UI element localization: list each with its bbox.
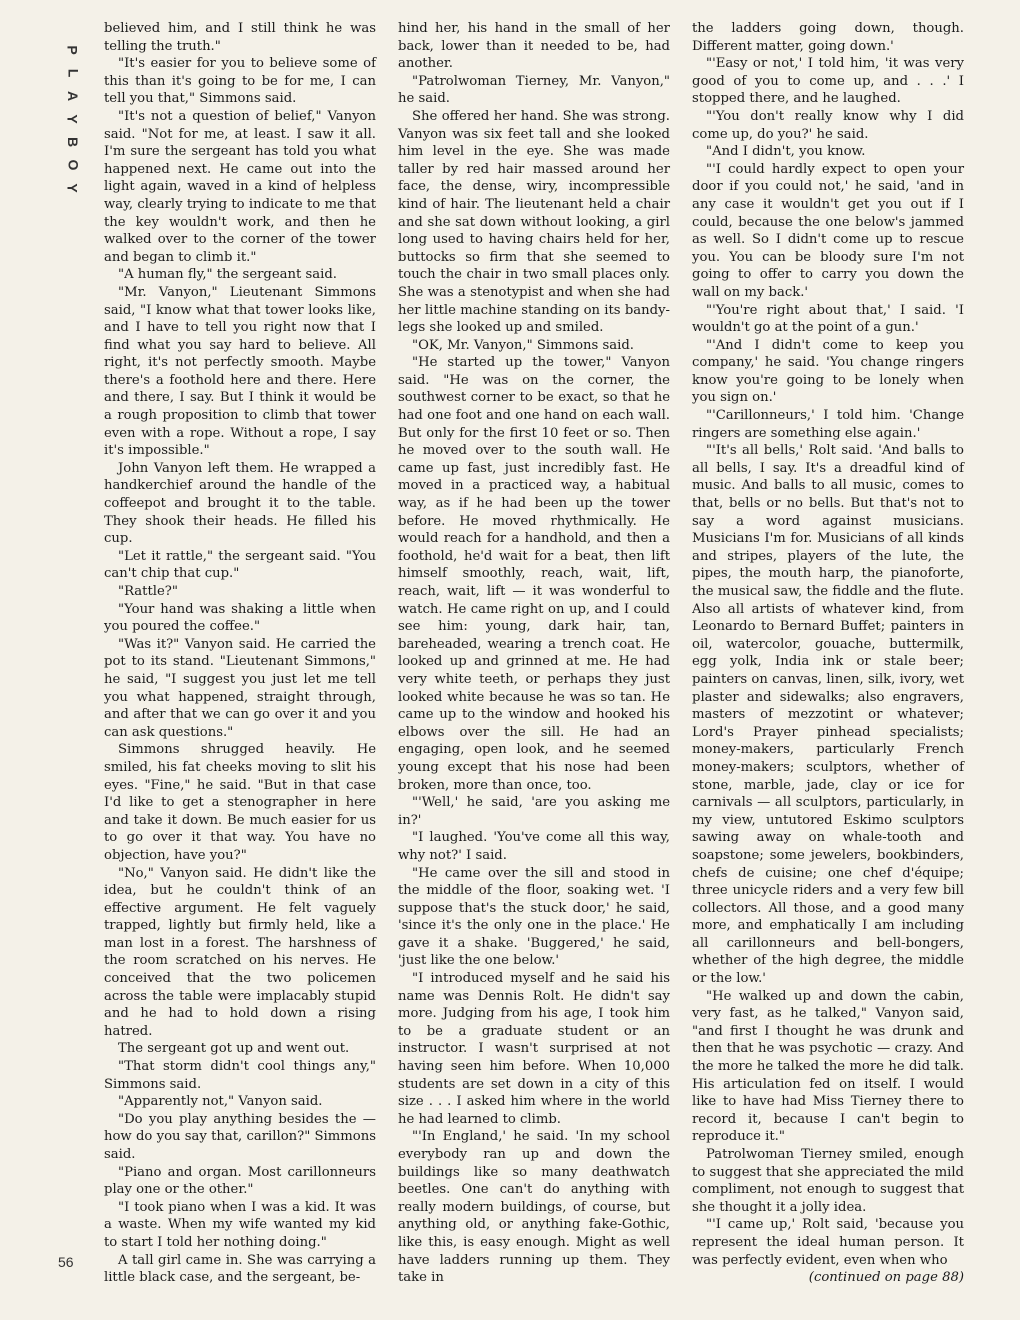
paragraph: "Mr. Vanyon," Lieutenant Simmons said, "I know what that tower looks like, and I have to tell you right now that I find what you say hard to believe. All right, it's not perfectly smooth. Maybe there's a foothold here and there. Here and there, I say. But I think it would be a rough proposition to climb that tower even with a rope. Without a rope, I say it's impossible.": [104, 284, 376, 459]
continued-note: (continued on page 88): [808, 1270, 964, 1286]
paragraph: "Do you play anything besides the — how do you say that, carillon?" Simmons said.: [104, 1111, 376, 1162]
paragraph: "It's not a question of belief," Vanyon said. "Not for me, at least. I saw it all. I'm sure the sergeant has told you what happened next. He came out into the light again, waved in a kind of helpless way, clearly trying to indicate to me that the key wouldn't work, and then he walked over to the corner of the tower and began to climb it.": [104, 108, 376, 265]
paragraph: "I introduced myself and he said his name was Dennis Rolt. He didn't say more. Judging from his age, I took him to be a graduate student or an instructor. I wasn't surprised at not having seen him before. When 10,000 students are set down in a city of this size . . . I asked him where in the world he had learned to climb.: [398, 971, 670, 1127]
paragraph: "'Well,' he said, 'are you asking me in?': [398, 795, 670, 828]
paragraph: "Was it?" Vanyon said. He carried the pot to its stand. "Lieutenant Simmons," he said, "I suggest you just let me tell you what happened, straight through, and after that we can go over it and you can ask questions.": [104, 636, 376, 740]
paragraph: "Your hand was shaking a little when you poured the coffee.": [104, 601, 376, 635]
page-number: 56: [58, 1254, 74, 1270]
magazine-brand-vertical: [62, 40, 84, 198]
paragraph: "Piano and organ. Most carillonneurs play one or the other.": [104, 1164, 376, 1198]
brand-letter: B: [65, 136, 81, 148]
paragraph: "'And I didn't come to keep you company,' he said. 'You change ringers know you're going to be lonely when you sign on.': [692, 337, 964, 406]
paragraph: "'I came up,' Rolt said, 'because you represent the ideal human person. It was perfectly evident, even when who: [692, 1217, 964, 1268]
text-column-1: [104, 20, 376, 1287]
paragraph: A tall girl came in. She was carrying a little black case, and the sergeant, be-: [104, 1252, 376, 1286]
brand-letter: P: [65, 45, 81, 55]
paragraph: The sergeant got up and went out.: [118, 1041, 350, 1057]
paragraph: "Patrolwoman Tierney, Mr. Vanyon," he said.: [398, 73, 670, 107]
paragraph: Patrolwoman Tierney smiled, enough to suggest that she appreciated the mild compliment, not enough to suggest that she thought it a jolly idea.: [692, 1147, 964, 1215]
paragraph: "That storm didn't cool things any," Simmons said.: [104, 1059, 376, 1092]
paragraph: "He started up the tower," Vanyon said. "He was on the corner, the southwest corner to be exact, so that he had one foot and one hand on each wall. But only for the first 10 feet or so. Then he moved over to the south wall. He came up fast, just incredibly fast. He moved in a practiced way, a habitual way, as if he had been up the tower before. He moved rhythmically. He would reach for a handhold, and then a foothold, he'd wait for a beat, then lift himself smoothly, reach, wait, lift, reach, wait, lift — it was wonderful to watch. He came right on up, and I could see him: young, dark hair, tan, bareheaded, wearing a trench coat. He looked up and grinned at me. He had very white teeth, or perhaps they just looked white because he was so tan. He came up to the window and hooked his elbows over the sill. He had an engaging, open look, and he seemed young except that his nose had been broken, more than once, too.: [398, 355, 670, 793]
paragraph: "Apparently not," Vanyon said.: [118, 1094, 323, 1110]
paragraph: "No," Vanyon said. He didn't like the idea, but he couldn't think of an effective argument. He felt vaguely trapped, lightly but firmly held, like a man lost in a forest. The harshness of the room scratched on his nerves. He conceived that the two policemen across the table were implacably stupid and he had to hold down a rising hatred.: [104, 865, 376, 1039]
paragraph: hind her, his hand in the small of her back, lower than it needed to be, had another.: [398, 21, 670, 72]
paragraph: "I took piano when I was a kid. It was a waste. When my wife wanted my kid to start I told her nothing doing.": [104, 1199, 376, 1250]
brand-letter: Y: [65, 183, 81, 193]
paragraph: "It's easier for you to believe some of this than it's going to be for me, I can tell you that," Simmons said.: [104, 56, 376, 107]
paragraph: "A human fly," the sergeant said.: [118, 267, 338, 283]
paragraph: John Vanyon left them. He wrapped a handkerchief around the handle of the coffeepot and brought it to the table. They shook their heads. He filled his cup.: [104, 460, 376, 547]
paragraph: "Let it rattle," the sergeant said. "You can't chip that cup.": [104, 548, 376, 582]
paragraph: Simmons shrugged heavily. He smiled, his fat cheeks moving to slit his eyes. "Fine," he said. "But in that case I'd like to get a stenographer in here and take it down. Be much easier for us to go over it that way. You have no objection, have you?": [104, 742, 376, 863]
paragraph: "'You don't really know why I did come up, do you?' he said.: [692, 108, 964, 142]
paragraph: "'Carillonneurs,' I told him. 'Change ringers are something else again.': [692, 408, 964, 441]
paragraph: She offered her hand. She was strong. Vanyon was six feet tall and she looked him level in the eye. She was made taller by red hair massed around her face, the dense, wiry, incompressible kind of hair. The lieutenant held a chair and she sat down without looking, a girl long used to having chairs held for her, buttocks so firm that she seemed to touch the chair in two small places only. She was a stenotypist and when she had her little machine standing on its bandy-legs she looked up and smiled.: [398, 108, 670, 336]
brand-letter: O: [64, 159, 81, 171]
paragraph: "'I could hardly expect to open your door if you could not,' he said, 'and in any case it wouldn't get you out if I could, because the one below's jammed as well. So I didn't come up to rescue you. You can be bloody sure I'm not going to offer to carry you down the wall on my back.': [692, 161, 964, 300]
paragraph: "He walked up and down the cabin, very fast, as he talked," Vanyon said, "and first I thought he was drunk and then that he was psychotic — crazy. And the more he talked the more he did talk. His articulation fed on itself. I would like to have had Miss Tierney there to record it, because I can't begin to reproduce it.": [692, 988, 964, 1145]
paragraph: believed him, and I still think he was telling the truth.": [104, 21, 376, 54]
brand-letter: L: [65, 68, 81, 78]
paragraph: the ladders going down, though. Different matter, going down.': [692, 21, 964, 54]
paragraph: "I laughed. 'You've come all this way, why not?' I said.: [398, 830, 670, 863]
text-column-3: [692, 20, 964, 1287]
paragraph: "'Easy or not,' I told him, 'it was very good of you to come up, and . . .' I stopped there, and he laughed.: [692, 56, 964, 107]
paragraph: "He came over the sill and stood in the middle of the floor, soaking wet. 'I suppose that's the stuck door,' he said, 'since it's the only one in the place.' He gave it a shake. 'Buggered,' he said, 'just like the one below.': [398, 865, 670, 969]
paragraph: "'You're right about that,' I said. 'I wouldn't go at the point of a gun.': [692, 302, 964, 336]
brand-letter: Y: [65, 114, 81, 124]
paragraph: "And I didn't, you know.: [706, 144, 866, 160]
paragraph: "Rattle?": [118, 584, 178, 599]
paragraph: "'It's all bells,' Rolt said. 'And balls to all bells, I say. It's a dreadful kind of music. And balls to all music, comes to that, bells or no bells. But that's not to say a word against musicians. Musicians I'm for. Musicians of all kinds and stripes, players of the lute, the pipes, the mouth harp, the pianoforte, the musical saw, the fiddle and the flute. Also all artists of whatever kind, from Leonardo to Bernard Buffet; painters in oil, watercolor, gouache, buttermilk, egg yolk, India ink or stale beer; painters on canvas, linen, silk, ivory, wet plaster and sidewalks; also engravers, masters of mezzotint or whatever; Lord's Prayer pinhead specialists; money-makers, particularly French money-makers; sculptors, whether of stone, marble, jade, clay or ice for carnivals — all sculptors, particularly, in my view, untutored Eskimo sculptors sawing away on whale-tooth and soapstone; some jewelers, bookbinders, chefs de cuisine; one chef d'équipe; three unicycle riders and a very few bill collectors. All those, and a good many more, and emphatically I am including all carillonneurs and bell-bongers, whether of the high degree, the middle or the low.': [692, 443, 964, 987]
paragraph: "'In England,' he said. 'In my school everybody ran up and down the buildings like so many deathwatch beetles. One can't do anything with really modern buildings, of course, but anything old, or anything fake-Gothic, like this, is easy enough. Might as well have ladders running up them. They take in: [398, 1129, 670, 1286]
brand-letter: A: [65, 90, 81, 102]
text-column-2: [398, 20, 670, 1287]
paragraph: "OK, Mr. Vanyon," Simmons said.: [412, 337, 634, 353]
